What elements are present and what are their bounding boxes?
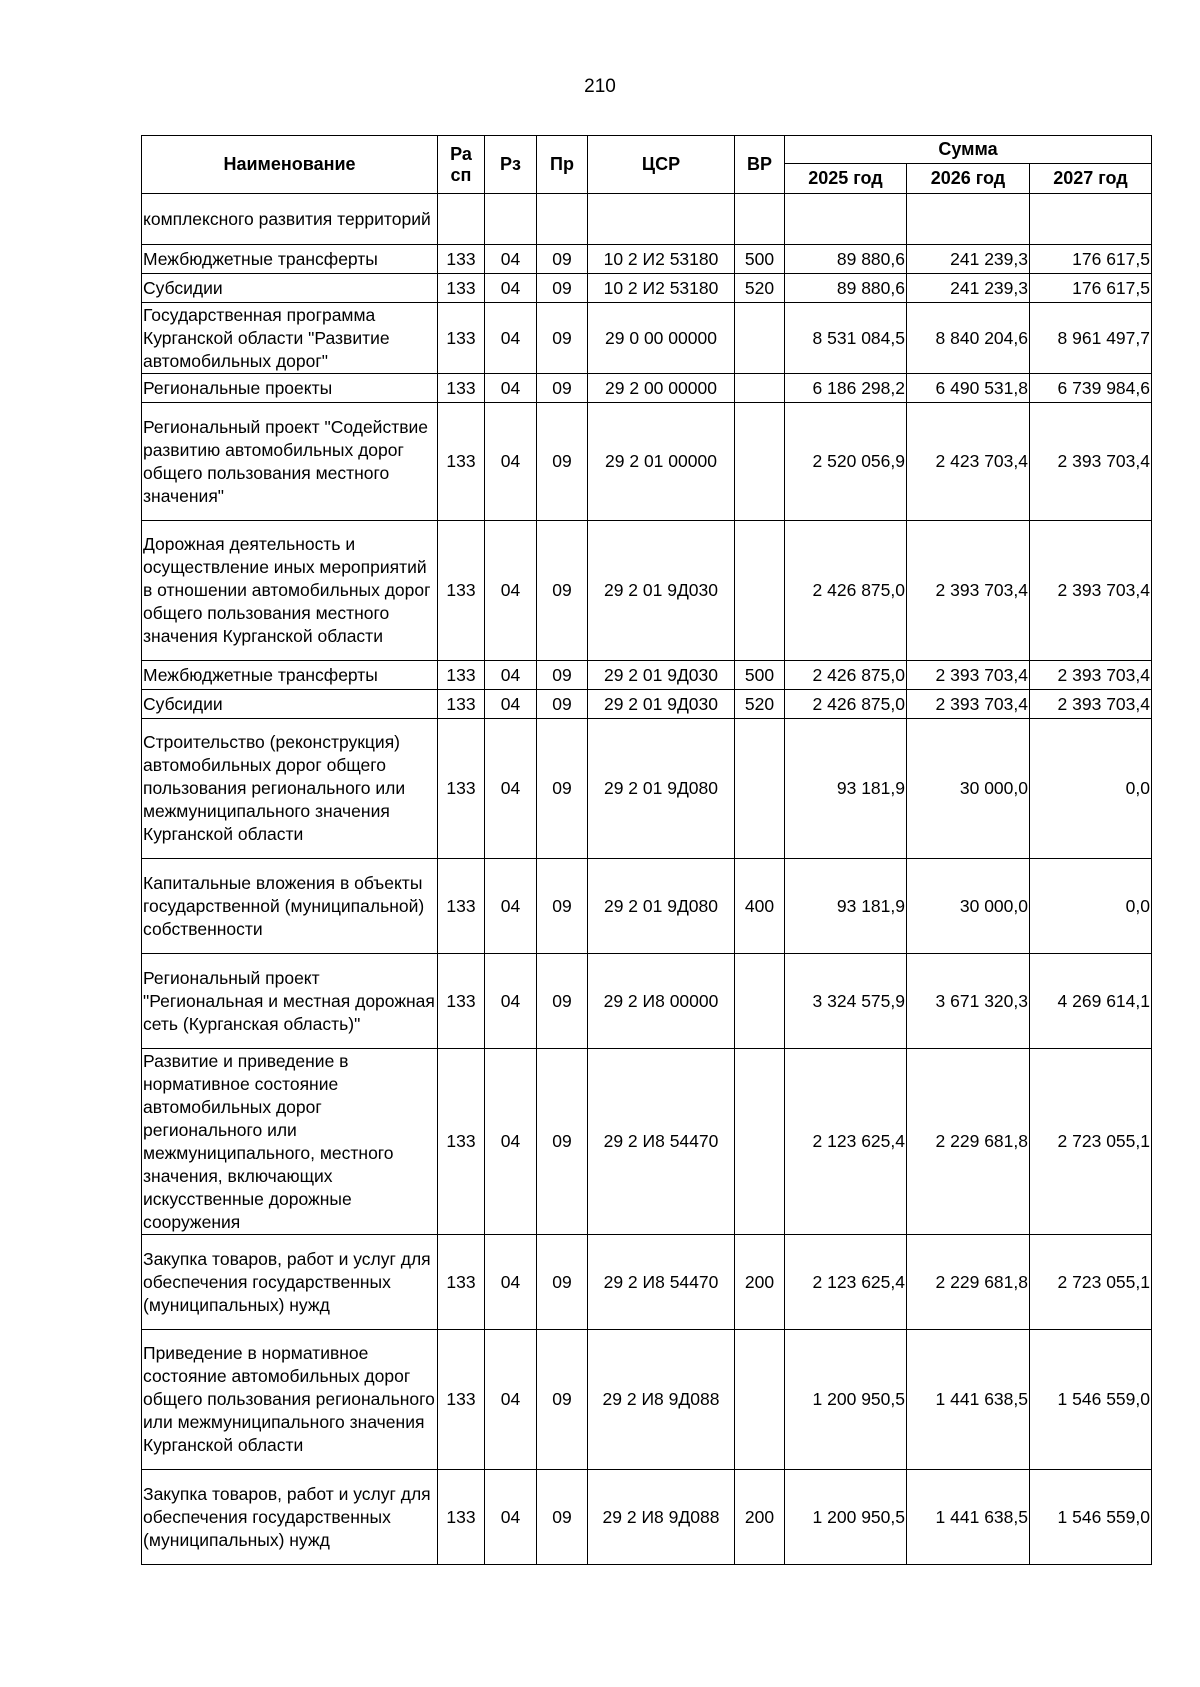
row-name: комплексного развития территорий	[142, 194, 438, 245]
header-row-top	[142, 136, 1152, 164]
row-csr: 29 2 И8 9Д088	[588, 1470, 735, 1565]
row-vr	[735, 1330, 785, 1470]
row-vr	[735, 954, 785, 1049]
header-name: Наименование	[142, 136, 438, 194]
row-name: Межбюджетные трансферты	[142, 245, 438, 274]
row-csr: 29 2 И8 9Д088	[588, 1330, 735, 1470]
row-rasp: 133	[438, 303, 485, 374]
row-csr: 29 2 01 9Д030	[588, 661, 735, 690]
row-pr: 09	[537, 521, 588, 661]
row-2026	[907, 194, 1030, 245]
row-csr: 29 2 01 9Д080	[588, 719, 735, 859]
table-row	[142, 719, 1152, 859]
row-rasp	[438, 194, 485, 245]
row-name: Дорожная деятельность и осуществление иных мероприятий в отношении автомобильных дорог общего пользования местного значения Курганской области	[142, 521, 438, 661]
row-rasp: 133	[438, 954, 485, 1049]
row-csr: 29 2 01 9Д030	[588, 521, 735, 661]
row-csr: 29 0 00 00000	[588, 303, 735, 374]
row-vr	[735, 194, 785, 245]
row-rz: 04	[485, 274, 537, 303]
row-2025: 89 880,6	[785, 245, 907, 274]
row-pr: 09	[537, 954, 588, 1049]
row-vr: 520	[735, 690, 785, 719]
row-2025: 1 200 950,5	[785, 1330, 907, 1470]
row-csr: 29 2 И8 54470	[588, 1235, 735, 1330]
row-2027: 176 617,5	[1030, 245, 1152, 274]
row-2025: 89 880,6	[785, 274, 907, 303]
table-row	[142, 954, 1152, 1049]
row-rasp: 133	[438, 403, 485, 521]
page-number: 210	[584, 76, 616, 97]
row-name: Государственная программа Курганской области "Развитие автомобильных дорог"	[142, 303, 438, 374]
row-csr: 29 2 И8 00000	[588, 954, 735, 1049]
row-2026: 3 671 320,3	[907, 954, 1030, 1049]
row-rz: 04	[485, 1235, 537, 1330]
row-rz: 04	[485, 859, 537, 954]
row-vr: 500	[735, 245, 785, 274]
row-2025: 3 324 575,9	[785, 954, 907, 1049]
row-2026: 6 490 531,8	[907, 374, 1030, 403]
row-rasp: 133	[438, 1470, 485, 1565]
row-rasp: 133	[438, 719, 485, 859]
header-2026: 2026 год	[907, 164, 1030, 194]
table-row	[142, 1235, 1152, 1330]
row-vr	[735, 374, 785, 403]
header-rz: Рз	[485, 136, 537, 194]
header-pr: Пр	[537, 136, 588, 194]
table-row	[142, 661, 1152, 690]
row-2027	[1030, 194, 1152, 245]
row-rz: 04	[485, 954, 537, 1049]
row-csr: 29 2 01 9Д080	[588, 859, 735, 954]
row-rasp: 133	[438, 1235, 485, 1330]
row-2025: 1 200 950,5	[785, 1470, 907, 1565]
row-rasp: 133	[438, 521, 485, 661]
row-rasp: 133	[438, 274, 485, 303]
row-name: Региональный проект "Региональная и местная дорожная сеть (Курганская область)"	[142, 954, 438, 1049]
table-row	[142, 194, 1152, 245]
row-pr: 09	[537, 303, 588, 374]
row-2025: 2 426 875,0	[785, 690, 907, 719]
row-vr: 500	[735, 661, 785, 690]
row-2025: 2 520 056,9	[785, 403, 907, 521]
row-2026: 8 840 204,6	[907, 303, 1030, 374]
row-vr	[735, 303, 785, 374]
row-rasp: 133	[438, 1330, 485, 1470]
row-pr: 09	[537, 719, 588, 859]
table-row	[142, 245, 1152, 274]
table-row	[142, 859, 1152, 954]
table-row	[142, 1330, 1152, 1470]
row-vr: 200	[735, 1470, 785, 1565]
header-vr: ВР	[735, 136, 785, 194]
row-pr: 09	[537, 661, 588, 690]
table-row	[142, 374, 1152, 403]
row-2026: 1 441 638,5	[907, 1330, 1030, 1470]
row-vr	[735, 403, 785, 521]
row-2026: 241 239,3	[907, 274, 1030, 303]
row-2026: 30 000,0	[907, 719, 1030, 859]
table-row	[142, 1049, 1152, 1235]
row-csr: 29 2 01 9Д030	[588, 690, 735, 719]
row-2025: 2 123 625,4	[785, 1235, 907, 1330]
row-vr	[735, 719, 785, 859]
row-2027: 176 617,5	[1030, 274, 1152, 303]
row-pr: 09	[537, 1330, 588, 1470]
row-2026: 1 441 638,5	[907, 1470, 1030, 1565]
row-2026: 30 000,0	[907, 859, 1030, 954]
row-name: Региональный проект "Содействие развитию автомобильных дорог общего пользования местного значения"	[142, 403, 438, 521]
row-2027: 1 546 559,0	[1030, 1470, 1152, 1565]
row-pr: 09	[537, 1470, 588, 1565]
row-rz: 04	[485, 661, 537, 690]
row-rz: 04	[485, 403, 537, 521]
row-2027: 2 393 703,4	[1030, 521, 1152, 661]
row-2027: 2 393 703,4	[1030, 403, 1152, 521]
row-name: Региональные проекты	[142, 374, 438, 403]
row-rasp: 133	[438, 1049, 485, 1235]
row-2026: 241 239,3	[907, 245, 1030, 274]
row-2025: 93 181,9	[785, 859, 907, 954]
row-2025: 2 426 875,0	[785, 661, 907, 690]
row-2027: 2 723 055,1	[1030, 1235, 1152, 1330]
row-name: Приведение в нормативное состояние автомобильных дорог общего пользования регионального или межмуниципального значения Курганской области	[142, 1330, 438, 1470]
row-2027: 4 269 614,1	[1030, 954, 1152, 1049]
row-rz: 04	[485, 719, 537, 859]
row-vr: 200	[735, 1235, 785, 1330]
row-csr: 29 2 И8 54470	[588, 1049, 735, 1235]
row-2027: 1 546 559,0	[1030, 1330, 1152, 1470]
row-2027: 0,0	[1030, 859, 1152, 954]
header-2027: 2027 год	[1030, 164, 1152, 194]
row-csr: 10 2 И2 53180	[588, 245, 735, 274]
row-2027: 0,0	[1030, 719, 1152, 859]
row-2025: 2 123 625,4	[785, 1049, 907, 1235]
row-name: Субсидии	[142, 690, 438, 719]
table-row	[142, 274, 1152, 303]
row-rasp: 133	[438, 690, 485, 719]
row-pr: 09	[537, 245, 588, 274]
row-vr	[735, 521, 785, 661]
row-rz: 04	[485, 245, 537, 274]
row-rz	[485, 194, 537, 245]
row-name: Строительство (реконструкция) автомобильных дорог общего пользования регионального или межмуниципального значения Курганской области	[142, 719, 438, 859]
row-name: Закупка товаров, работ и услуг для обеспечения государственных (муниципальных) нужд	[142, 1235, 438, 1330]
row-pr: 09	[537, 374, 588, 403]
row-rz: 04	[485, 1470, 537, 1565]
row-rz: 04	[485, 1049, 537, 1235]
table-row	[142, 521, 1152, 661]
row-2026: 2 229 681,8	[907, 1049, 1030, 1235]
row-2026: 2 229 681,8	[907, 1235, 1030, 1330]
row-2025	[785, 194, 907, 245]
row-rasp: 133	[438, 859, 485, 954]
row-2026: 2 393 703,4	[907, 661, 1030, 690]
row-rz: 04	[485, 303, 537, 374]
row-2027: 2 723 055,1	[1030, 1049, 1152, 1235]
row-name: Капитальные вложения в объекты государственной (муниципальной) собственности	[142, 859, 438, 954]
row-csr: 10 2 И2 53180	[588, 274, 735, 303]
row-csr: 29 2 01 00000	[588, 403, 735, 521]
row-2026: 2 423 703,4	[907, 403, 1030, 521]
row-vr: 400	[735, 859, 785, 954]
row-rz: 04	[485, 1330, 537, 1470]
row-pr: 09	[537, 1049, 588, 1235]
row-name: Межбюджетные трансферты	[142, 661, 438, 690]
row-2026: 2 393 703,4	[907, 521, 1030, 661]
row-name: Закупка товаров, работ и услуг для обеспечения государственных (муниципальных) нужд	[142, 1470, 438, 1565]
row-2026: 2 393 703,4	[907, 690, 1030, 719]
row-2025: 8 531 084,5	[785, 303, 907, 374]
header-csr: ЦСР	[588, 136, 735, 194]
budget-table	[141, 135, 1152, 1565]
row-name: Субсидии	[142, 274, 438, 303]
row-name: Развитие и приведение в нормативное состояние автомобильных дорог регионального или межмуниципального, местного значения, включающих искусственные дорожные сооружения	[142, 1049, 438, 1235]
row-pr: 09	[537, 274, 588, 303]
row-csr: 29 2 00 00000	[588, 374, 735, 403]
row-vr: 520	[735, 274, 785, 303]
row-pr: 09	[537, 690, 588, 719]
row-2027: 6 739 984,6	[1030, 374, 1152, 403]
table-row	[142, 690, 1152, 719]
header-sum: Сумма	[785, 136, 1152, 164]
row-2027: 2 393 703,4	[1030, 690, 1152, 719]
row-pr: 09	[537, 859, 588, 954]
row-rz: 04	[485, 521, 537, 661]
row-rz: 04	[485, 690, 537, 719]
table-row	[142, 303, 1152, 374]
row-vr	[735, 1049, 785, 1235]
header-2025: 2025 год	[785, 164, 907, 194]
row-rasp: 133	[438, 245, 485, 274]
row-2027: 2 393 703,4	[1030, 661, 1152, 690]
row-rz: 04	[485, 374, 537, 403]
header-rasp: Ра сп	[438, 136, 485, 194]
row-pr: 09	[537, 403, 588, 521]
row-2027: 8 961 497,7	[1030, 303, 1152, 374]
table-row	[142, 403, 1152, 521]
table-row	[142, 1470, 1152, 1565]
row-2025: 93 181,9	[785, 719, 907, 859]
row-rasp: 133	[438, 374, 485, 403]
row-2025: 6 186 298,2	[785, 374, 907, 403]
row-pr: 09	[537, 1235, 588, 1330]
row-2025: 2 426 875,0	[785, 521, 907, 661]
row-pr	[537, 194, 588, 245]
row-csr	[588, 194, 735, 245]
row-rasp: 133	[438, 661, 485, 690]
